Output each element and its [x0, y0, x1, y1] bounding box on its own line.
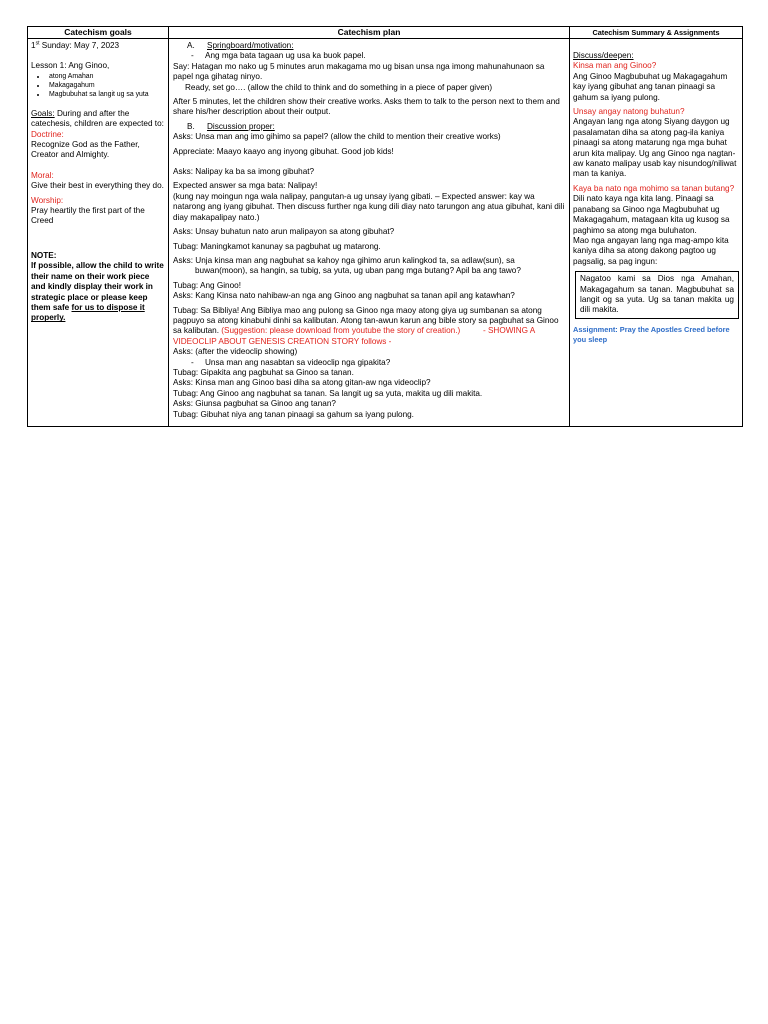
plan-cell: [169, 39, 570, 427]
header-row: [28, 27, 743, 39]
goals-text: During and after the catechesis, children are expected to:: [31, 108, 164, 129]
sunday-text: Sunday: May 7, 2023: [39, 41, 120, 50]
lesson-item: • Makagagahum: [47, 81, 165, 90]
section-a-title: Springboard/motivation:: [207, 41, 294, 50]
goals-label: Goals:: [31, 108, 55, 118]
question-1: Kinsa man ang Ginoo?: [573, 61, 657, 71]
content-row: [28, 39, 743, 427]
answer-1: Ang Ginoo Magbubuhat ug Makagagahum kay iyang gibuhat ang tanan pinaagi sa gahum sa iyang pulong.: [573, 71, 728, 102]
note-text: If possible, allow the child to write their name on their work piece and kindly display their work in strategic place or please keep them safe: [31, 261, 164, 312]
doctrine-text: Recognize God as the Father, Creator and Almighty.: [31, 140, 140, 160]
sunday-number: 1: [31, 41, 36, 50]
suggestion-text: (Suggestion: please download from youtube the story of creation.): [221, 326, 461, 336]
header-summary: Catechism Summary & Assignments: [570, 27, 743, 39]
worship-text: Pray heartily the first part of the Creed: [31, 206, 145, 226]
question-3: Kaya ba nato nga mohimo sa tanan butang?: [573, 183, 735, 193]
tubag-6: Tubag: Gibuhat niya ang tanan pinaagi sa gahum sa iyang pulong.: [173, 409, 414, 419]
ask-1: Asks: Unsa man ang imo gihimo sa papel? (allow the child to mention their creative works): [173, 132, 501, 142]
note-paragraph: [31, 261, 165, 323]
note-label: NOTE:: [31, 250, 57, 260]
tubag-2: Tubag: Ang Ginoo!: [173, 280, 241, 290]
tubag-3-text: Tubag: Sa Bibliya! Ang Bibliya mao ang pulong sa Ginoo nga maoy atong giya ug sumbanan sa atong pagpuyo sa atong kinabuhi dinhi sa kalibutan. Atong tan-awun karun ang bible story sa pagbuhat sa Ginoo sa kalibutan.: [173, 305, 559, 336]
answer-2: Angayan lang nga atong Siyang daygon ug pasalamatan diha sa atong pag-ila kaniya pinaagi sa atong matarung nga mga buhat arun kita malipay. Ug ang Ginoo nga nagtan-aw kanato malipay usab kay nisundog/niliwat man ta kaniya.: [573, 117, 737, 179]
lesson-item: • Magbubuhat sa langit ug sa yuta: [47, 90, 165, 99]
ask-7: Asks: Kinsa man ang Ginoo basi diha sa atong gitan-aw nga videoclip?: [173, 378, 431, 388]
section-a-letter: A.: [187, 41, 195, 50]
dash-marker: -: [191, 51, 194, 61]
ask-6-item-text: Unsa man ang nasabtan sa videoclip nga gipakita?: [205, 357, 391, 367]
prayer-box: [575, 271, 739, 319]
dash-marker: -: [191, 357, 194, 367]
ask-6: Asks: (after the videoclip showing): [173, 347, 298, 357]
catechism-table: [27, 26, 743, 427]
showing-text: - SHOWING A VIDEOCLIP ABOUT GENESIS CREATION STORY follows -: [173, 326, 538, 346]
ask-3: Asks: Unsay buhatun nato arun malipayon sa atong gibuhat?: [173, 227, 395, 237]
section-a-item: [173, 51, 566, 61]
header-goals: Catechism goals: [28, 27, 169, 39]
doctrine-label: Doctrine:: [31, 129, 64, 139]
sunday-suffix: st: [35, 40, 40, 47]
ready-text: Ready, set go…. (allow the child to think and do something in a piece of paper given): [185, 82, 493, 92]
section-a-item-text: Ang mga bata tagaan ug usa ka buok papel.: [205, 51, 366, 61]
moral-label: Moral:: [31, 170, 54, 180]
expected-note: (kung nay moingun nga wala nalipay, pangutan-a ug unsay iyang gibati. – Expected answer: kay wa natarong ang iyang gibuhat. Then discuss further nga kung dili diay nato tarungon ang atua gibuhat, kani dili diay makapalipay nato.): [173, 191, 565, 222]
goals-paragraph: [31, 109, 165, 130]
tubag-5: Tubag: Ang Ginoo ang nagbuhat sa tanan. Sa langit ug sa yuta, makita ug dili makita.: [173, 388, 483, 398]
discuss-label: Discuss/deepen:: [573, 51, 634, 60]
tubag-3: [173, 306, 566, 348]
after-text: After 5 minutes, let the children show their creative works. Asks them to talk to the person next to them and share his/her description about their output.: [173, 97, 560, 117]
lesson-item: • atong Amahan: [47, 72, 165, 81]
summary-cell: [570, 39, 743, 427]
ask-8: Asks: Giunsa pagbuhat sa Ginoo ang tanan?: [173, 399, 336, 409]
header-plan: Catechism plan: [169, 27, 570, 39]
lesson-title: Lesson 1: Ang Ginoo,: [31, 61, 110, 71]
ask-5: Asks: Kang Kinsa nato nahibaw-an nga ang Ginoo ang nagbuhat sa tanan apil ang katawhan?: [173, 291, 515, 301]
ask-2: Asks: Nalipay ka ba sa imong gibuhat?: [173, 167, 315, 177]
appreciate-text: Appreciate: Maayo kaayo ang inyong gibuhat. Good job kids!: [173, 146, 394, 156]
prayer-text: Nagatoo kami sa Dios nga Amahan, Makagagahum sa tanan. Magbubuhat sa langit og sa yuta. Ug sa tanan makita ug dili makita.: [580, 274, 734, 315]
sunday-date: [31, 41, 165, 51]
section-b-title: Discussion proper:: [207, 121, 275, 131]
question-2: Unsay angay natong buhatun?: [573, 107, 685, 117]
lesson-list: [31, 72, 165, 99]
moral-text: Give their best in everything they do.: [31, 181, 164, 191]
worship-label: Worship:: [31, 195, 64, 205]
say-text: Say: Hatagan mo nako ug 5 minutes arun makagama mo ug bisan unsa nga imong mahunahunaon sa papel nga gihatag ninyo.: [173, 61, 545, 82]
section-b-letter: B.: [187, 121, 195, 131]
section-a-heading: [173, 41, 566, 51]
tubag-1: Tubag: Maningkamot kanunay sa pagbuhat ug matarong.: [173, 241, 381, 251]
assignment-text: Assignment: Pray the Apostles Creed before you sleep: [573, 324, 730, 344]
note-underlined: for us to dispose it properly.: [31, 302, 145, 323]
ask-4: Asks: Unja kinsa man ang nagbuhat sa kahoy nga gihimo arun kalingkod ta, sa adlaw(sun), sa buwan(moon), sa hangin, sa tubig, sa yuta, ug uban pang mga butang? Apil ba ang tawo?: [173, 255, 521, 276]
goals-cell: [28, 39, 169, 427]
ask-6-item: [173, 358, 566, 368]
tubag-4: Tubag: Gipakita ang pagbuhat sa Ginoo sa tanan.: [173, 367, 354, 377]
section-b-heading: [173, 122, 566, 132]
answer-3: Dili nato kaya nga kita lang. Pinaagi sa panabang sa Ginoo nga Magbubuhat ug Makagagahum, matagaan kita ug kusog sa paghimo sa atong mga buluhaton.: [573, 194, 730, 235]
answer-3b: Mao nga angayan lang nga mag-ampo kita kaniya diha sa atong dakong pagtoo ug pagsalig, sa pag ingun:: [573, 235, 729, 266]
expected-answer: Expected answer sa mga bata: Nalipay!: [173, 181, 318, 191]
